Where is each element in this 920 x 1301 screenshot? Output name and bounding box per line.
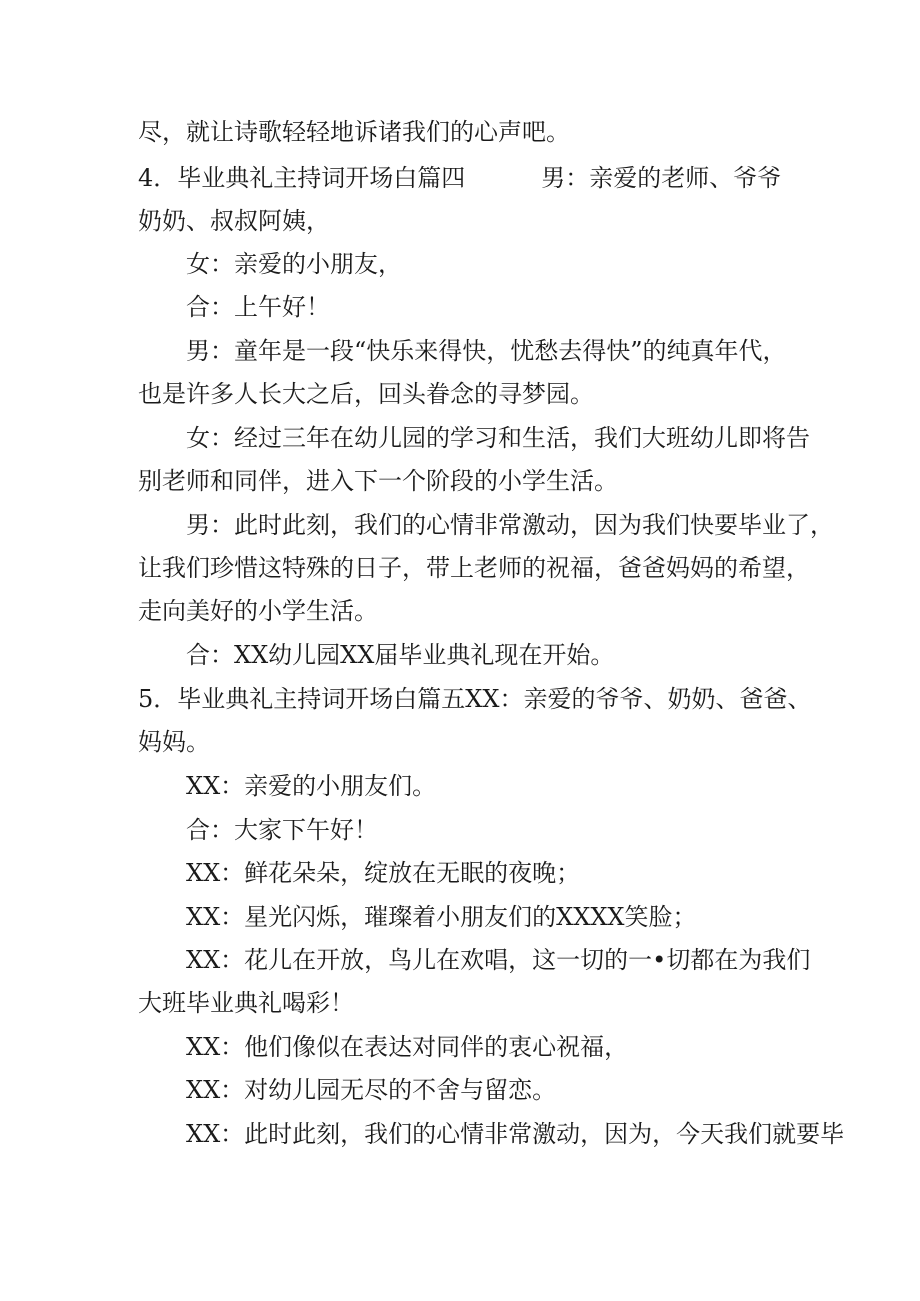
- text-line: XX：星光闪烁，璀璨着小朋友们的XXXX笑脸；: [186, 903, 697, 931]
- section-heading: 5．毕业典礼主持词开场白篇五XX：亲爱的爷爷、奶奶、爸爸、: [138, 685, 812, 713]
- text-line: 走向美好的小学生活。: [138, 597, 378, 625]
- text-line: 合：大家下午好！: [186, 816, 378, 844]
- text-line: 大班毕业典礼喝彩！: [138, 989, 354, 1017]
- text-line: 女：亲爱的小朋友，: [186, 250, 402, 278]
- text-line: 别老师和同伴，进入下一个阶段的小学生活。: [138, 467, 618, 495]
- text-line: XX：鲜花朵朵，绽放在无眠的夜晚；: [186, 859, 581, 887]
- text-line: 男：童年是一段“快乐来得快，忧愁去得快”的纯真年代，: [186, 337, 787, 365]
- section-heading: 4．毕业典礼主持词开场白篇四: [138, 164, 466, 192]
- text-segment: 男：亲爱的老师、爷爷: [541, 164, 782, 192]
- text-line: XX：他们像似在表达对同伴的衷心祝福，: [186, 1033, 629, 1061]
- section-heading-line: [138, 163, 781, 193]
- text-line: XX：花儿在开放，鸟儿在欢唱，这一切的一•切都在为我们: [186, 946, 811, 974]
- text-line: 也是许多人长大之后，回头眷念的寻梦园。: [138, 380, 594, 408]
- text-line: 男：此时此刻，我们的心情非常激动，因为我们快要毕业了，: [186, 511, 834, 539]
- text-line: 女：经过三年在幼儿园的学习和生活，我们大班幼儿即将告: [186, 424, 810, 452]
- text-line: 合：XX幼儿园XX届毕业典礼现在开始。: [186, 641, 615, 669]
- text-line: 让我们珍惜这特殊的日子，带上老师的祝福，爸爸妈妈的希望，: [138, 554, 810, 582]
- text-line: XX：对幼儿园无尽的不舍与留恋。: [186, 1076, 557, 1104]
- text-line: 妈妈。: [138, 728, 210, 756]
- text-line: XX：此时此刻，我们的心情非常激动，因为，今天我们就要毕: [186, 1120, 845, 1148]
- text-line: 合：上午好！: [186, 293, 330, 321]
- text-line: XX：亲爱的小朋友们。: [186, 772, 437, 800]
- text-line: 尽，就让诗歌轻轻地诉诸我们的心声吧。: [138, 118, 570, 146]
- text-line: 奶奶、叔叔阿姨，: [138, 207, 330, 235]
